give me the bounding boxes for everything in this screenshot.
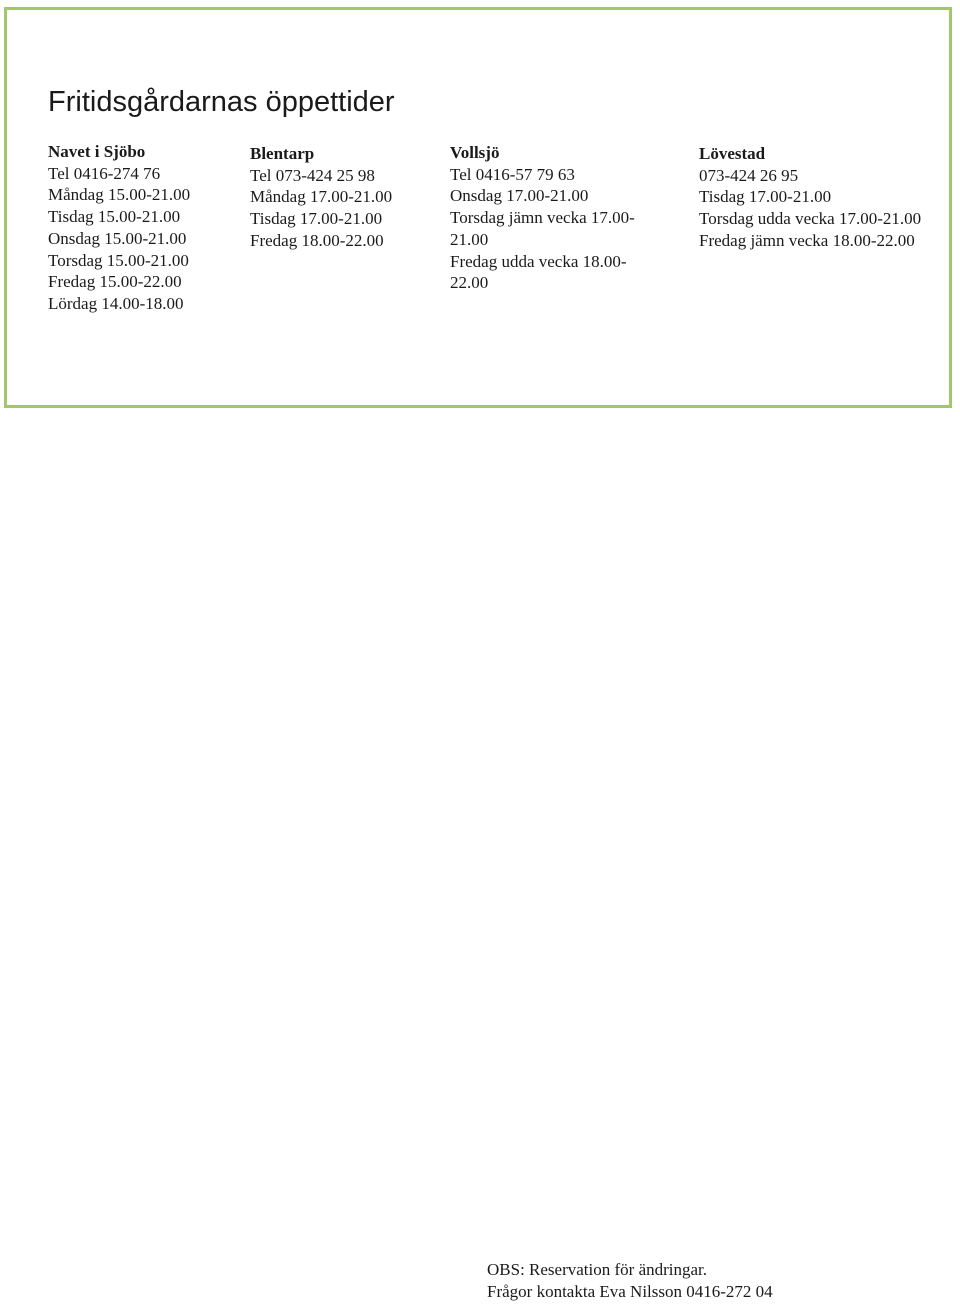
venue-hours-line: Onsdag 15.00-21.00 (48, 228, 187, 248)
venue-name: Lövestad (699, 144, 766, 163)
venue-hours-line: Fredag udda vecka 18.00-22.00 (450, 251, 627, 293)
page-title: Fritidsgårdarnas öppettider (48, 86, 395, 118)
venue-name: Blentarp (250, 144, 315, 163)
venue-lovestad (699, 143, 954, 252)
reservation-note: OBS: Reservation för ändringar. (487, 1260, 708, 1279)
venue-hours-line: Tisdag 15.00-21.00 (48, 207, 181, 227)
venue-hours-line: Torsdag udda vecka 17.00-21.00 (699, 209, 922, 229)
venue-hours-line: 21.00 (450, 229, 489, 249)
venue-name: Vollsjö (450, 143, 500, 162)
venue-navet-i-sjobo (48, 141, 238, 315)
venue-phone: Tel 0416-274 76 (48, 163, 161, 183)
venue-phone: Tel 0416-57 79 63 (450, 164, 575, 184)
venue-hours-line: Måndag 17.00-21.00 (250, 187, 393, 207)
contact-info: Frågor kontakta Eva Nilsson 0416-272 04 (487, 1282, 773, 1301)
venue-hours-line: Onsdag 17.00-21.00 (450, 186, 589, 206)
venue-name: Navet i Sjöbo (48, 142, 146, 161)
footer-note (487, 1259, 773, 1303)
venue-hours-line: Lördag 14.00-18.00 (48, 293, 184, 313)
venue-hours-line: Fredag 15.00-22.00 (48, 272, 182, 292)
venue-blentarp (250, 143, 435, 252)
venue-hours-line: Tisdag 17.00-21.00 (699, 187, 832, 207)
venue-hours-line: Torsdag jämn vecka 17.00- (450, 208, 635, 228)
venue-hours-line: Torsdag 15.00-21.00 (48, 250, 189, 270)
venue-vollsjo (450, 142, 655, 294)
venue-phone: 073-424 26 95 (699, 165, 799, 185)
venue-phone: Tel 073-424 25 98 (250, 165, 375, 185)
venue-hours-line: Fredag jämn vecka 18.00-22.00 (699, 230, 915, 250)
venue-hours-line: Måndag 15.00-21.00 (48, 185, 191, 205)
venue-hours-line: Tisdag 17.00-21.00 (250, 209, 383, 229)
venue-hours-line: Fredag 18.00-22.00 (250, 230, 384, 250)
